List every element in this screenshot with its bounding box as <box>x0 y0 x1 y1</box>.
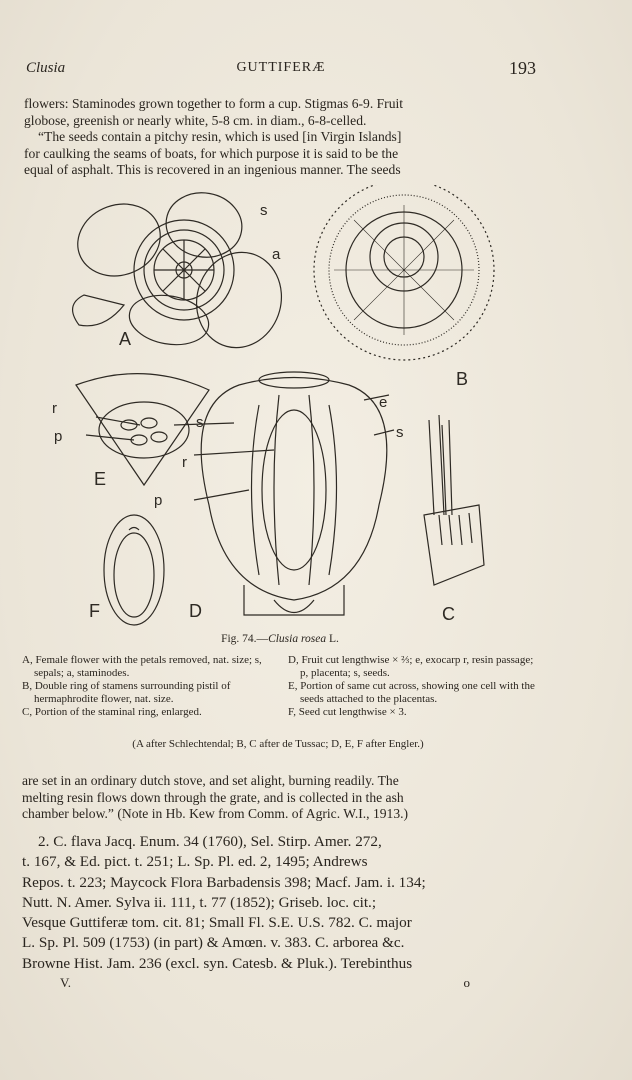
figure-label-s-2: s <box>196 414 204 431</box>
figure-label-s-3: s <box>396 424 404 441</box>
text-line: are set in an ordinary dutch stove, and set alight, burning readily. The <box>22 773 399 788</box>
figure-label-r-2: r <box>182 454 187 471</box>
figure-label-e: E <box>94 469 107 489</box>
figure-label-a: a <box>272 246 281 263</box>
legend-right-column <box>288 654 538 719</box>
text-line: chamber below.” (Note in Hb. Kew from Comm. of Agric. W.I., 1913.) <box>22 806 409 821</box>
text-line: equal of asphalt. This is recovered in an ingenious manner. The seeds <box>24 162 401 178</box>
figure-label-e-small: e <box>379 394 388 411</box>
figure-label-f: F <box>89 601 100 621</box>
footer <box>60 975 470 991</box>
fruit-d-drawing <box>194 372 394 615</box>
header-genus: Clusia <box>26 60 66 76</box>
legend-source: (A after Schlechtendal; B, C after de Tussac; D, E, F after Engler.) <box>132 738 424 750</box>
caption-suffix: L. <box>326 633 339 645</box>
top-paragraph <box>24 96 536 179</box>
text-line: Browne Hist. Jam. 236 (excl. syn. Catesb. & Pluk.). Terebinthus <box>22 954 413 972</box>
flower-a-drawing <box>68 187 292 357</box>
figure-label-a-panel: A <box>119 329 132 349</box>
seed-f-drawing <box>104 515 164 625</box>
legend-item: E, Portion of same cut across, showing one cell with the seeds attached to the placentas. <box>288 680 535 705</box>
signature-mark: V. <box>60 975 71 990</box>
figure-label-r: r <box>52 400 57 417</box>
header-family: GUTTIFERÆ <box>236 60 326 75</box>
figure-label-p: p <box>54 428 63 445</box>
legend-left-column <box>22 654 272 719</box>
text-line: Repos. t. 223; Maycock Flora Barbadensis 398; Macf. Jam. i. 134; <box>22 873 426 891</box>
figure-label-d: D <box>189 601 202 621</box>
text-line: globose, greenish or nearly white, 5-8 cm. in diam., 6-8-celled. <box>24 112 367 128</box>
text-line: t. 167, & Ed. pict. t. 251; L. Sp. Pl. ed. 2, 1495; Andrews <box>22 853 368 871</box>
species-entry <box>22 832 532 974</box>
caption-prefix: Fig. 74.— <box>221 633 269 645</box>
stamen-ring-b-drawing <box>314 185 494 360</box>
legend-item: B, Double ring of stamens surrounding pistil of hermaphrodite flower, nat. size. <box>22 680 231 705</box>
text-line: Vesque Guttiferæ tom. cit. 81; Small Fl. S.E. U.S. 782. C. major <box>22 914 412 932</box>
legend-item: F, Seed cut lengthwise × 3. <box>288 706 407 718</box>
botanical-figure <box>44 185 544 633</box>
caption-species: Clusia rosea <box>268 633 327 645</box>
figure-label-b: B <box>456 369 469 389</box>
legend-item: C, Portion of the staminal ring, enlarged. <box>22 706 202 718</box>
staminal-ring-c-drawing <box>424 415 484 585</box>
figure-label-s: s <box>260 202 268 219</box>
text-line: “The seeds contain a pitchy resin, which is used [in Virgin Islands] <box>38 129 402 145</box>
running-header <box>26 60 536 82</box>
footer-mark: o <box>463 975 470 990</box>
page-number: 193 <box>509 58 536 78</box>
figure-label-c: C <box>442 604 455 624</box>
legend-item: A, Female flower with the petals removed, nat. size; s, sepals; a, staminodes. <box>22 654 262 679</box>
text-line: flowers: Staminodes grown together to form a cup. Stigmas 6-9. Fruit <box>24 96 404 111</box>
text-line: 2. C. flava Jacq. Enum. 34 (1760), Sel. Stirp. Amer. 272, <box>38 833 382 850</box>
lower-paragraph <box>22 773 532 823</box>
text-line: L. Sp. Pl. 509 (1753) (in part) & Amœn. v. 383. C. arborea &c. <box>22 934 405 952</box>
text-line: Nutt. N. Amer. Sylva ii. 111, t. 77 (1852); Griseb. loc. cit.; <box>22 893 377 911</box>
figure-label-p-2: p <box>154 492 163 509</box>
figure-caption <box>0 633 560 645</box>
legend-item: D, Fruit cut lengthwise × ⅔; e, exocarp r, resin passage; p, placenta; s, seeds. <box>288 654 534 679</box>
text-line: for caulking the seams of boats, for which purpose it is said to be the <box>24 145 399 161</box>
text-line: melting resin flows down through the grate, and is collected in the ash <box>22 789 404 805</box>
